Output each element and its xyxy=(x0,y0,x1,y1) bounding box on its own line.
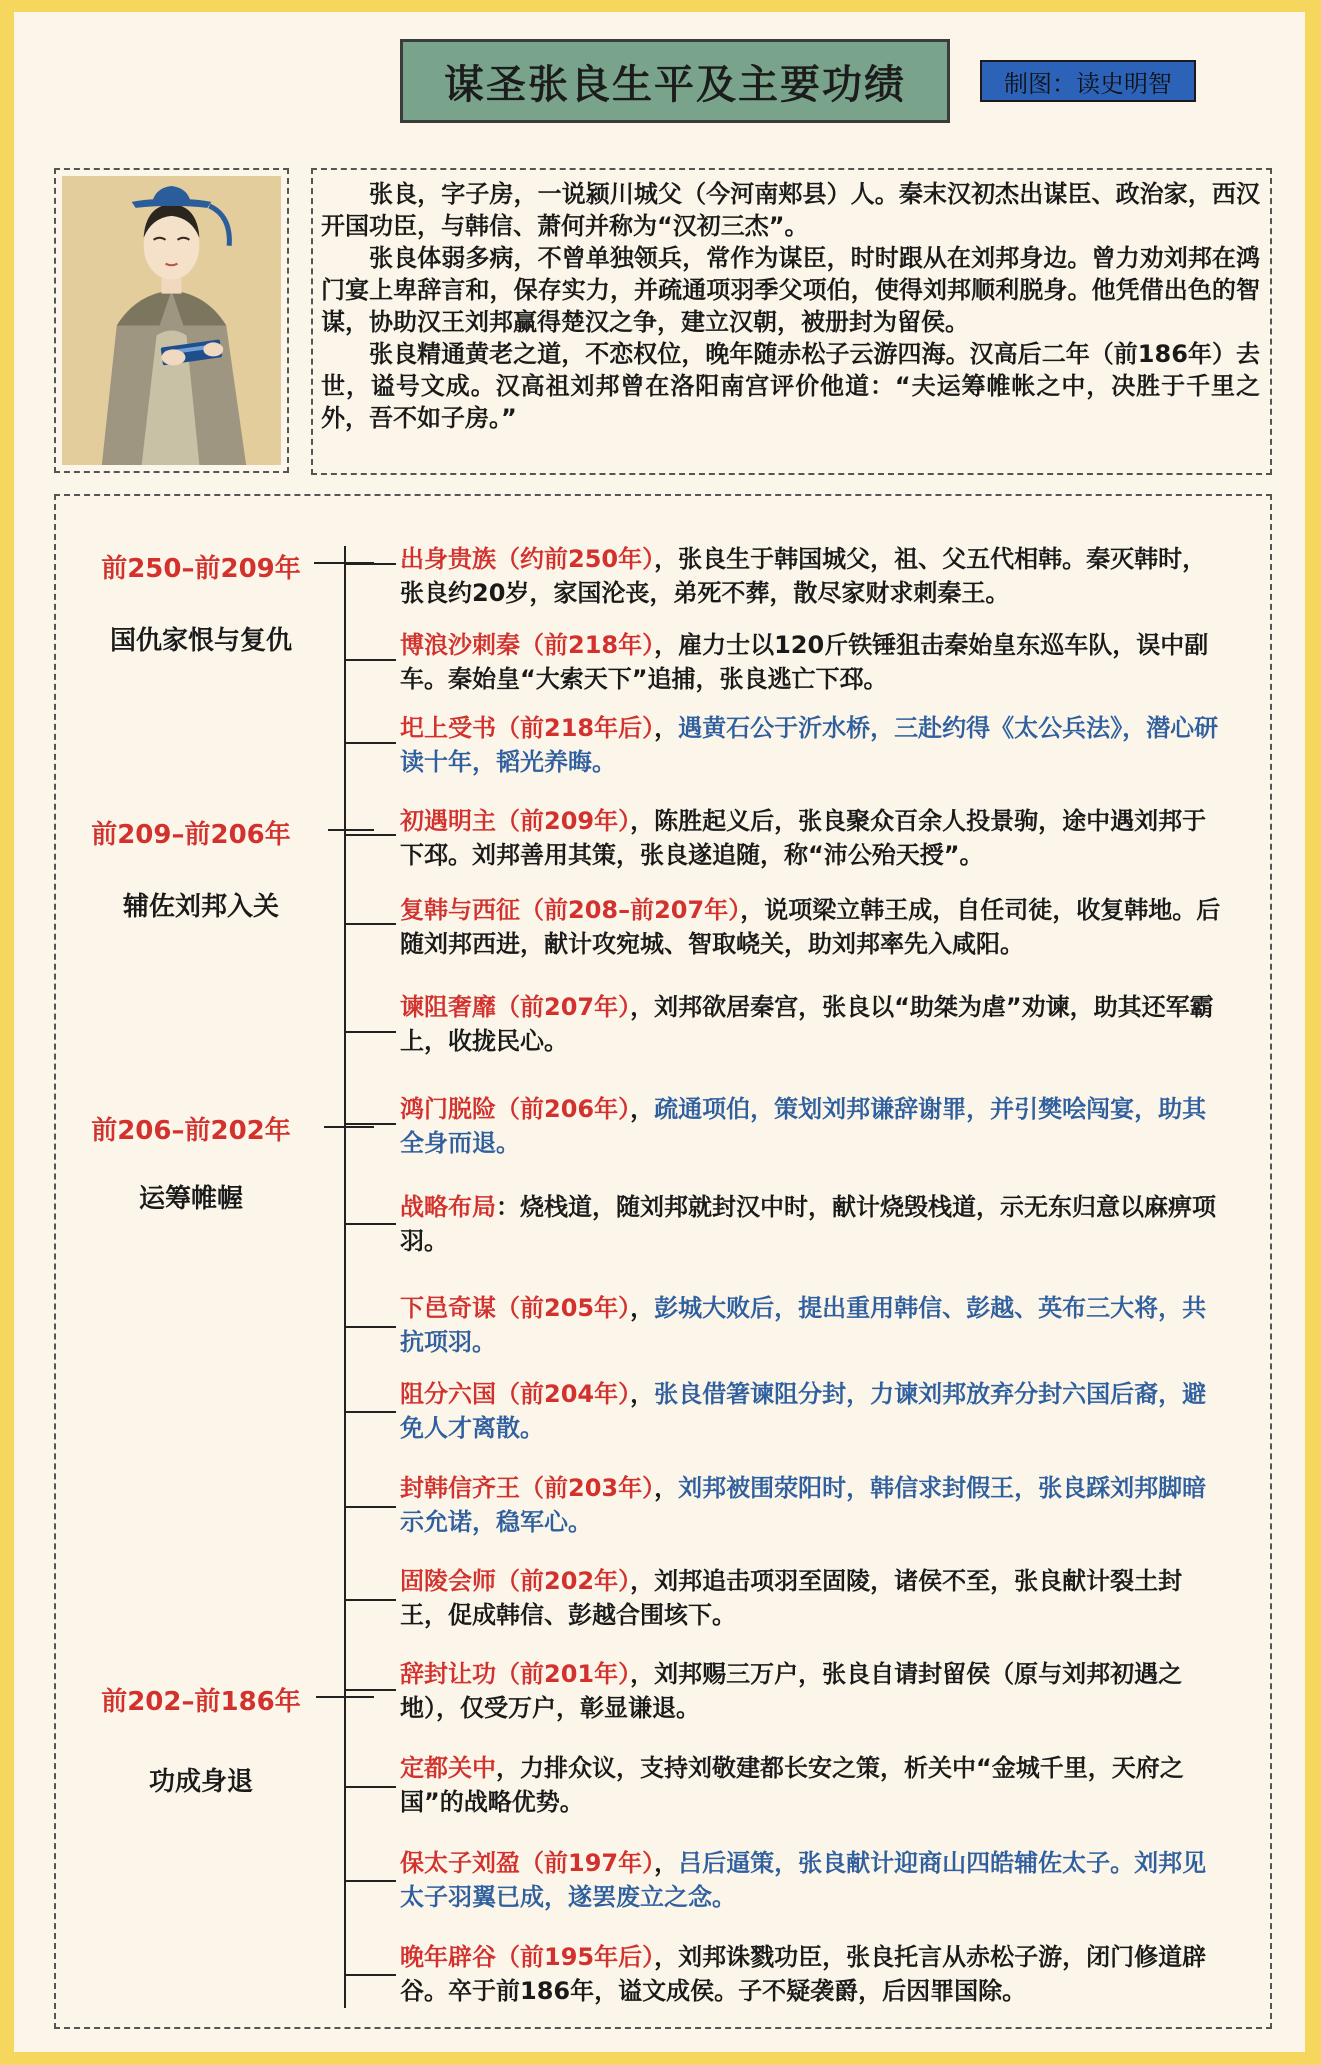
event-separator: ， xyxy=(630,1294,655,1322)
event-item xyxy=(400,804,1225,872)
event-connector xyxy=(344,923,396,925)
event-text: 吕后逼策，张良献计迎商山四皓辅佐太子。刘邦见太子羽翼已成，遂罢废立之念。 xyxy=(400,1849,1207,1911)
era-years: 前209–前206年 xyxy=(91,820,291,850)
event-text: 雇力士以120斤铁锤狙击秦始皇东巡车队，误中副车。秦始皇“大索天下”追捕，张良逃亡下邳。 xyxy=(400,631,1209,693)
event-separator: ， xyxy=(630,1660,655,1688)
event-item xyxy=(400,1564,1225,1632)
event-item xyxy=(400,1657,1225,1725)
event-title: 阻分六国（前204年） xyxy=(400,1380,631,1408)
event-text: 刘邦被围荥阳时，韩信求封假王，张良踩刘邦脚暗示允诺，稳军心。 xyxy=(400,1474,1207,1536)
era-years: 前202–前186年 xyxy=(101,1687,301,1717)
event-connector xyxy=(344,563,396,565)
event-separator: ， xyxy=(630,1095,655,1123)
event-title: 谏阻奢靡（前207年） xyxy=(400,993,631,1021)
event-text: 刘邦欲居秦宫，张良以“助桀为虐”劝谏，助其还军霸上，收拢民心。 xyxy=(400,993,1214,1055)
event-connector xyxy=(344,1974,396,1976)
event-separator: ， xyxy=(654,1943,679,1971)
intro-text-box xyxy=(311,168,1272,475)
credit-badge: 制图：读史明智 xyxy=(980,60,1196,102)
event-connector xyxy=(344,834,396,836)
portrait-frame xyxy=(54,168,289,473)
event-connector xyxy=(344,1031,396,1033)
event-text: 刘邦追击项羽至固陵，诸侯不至，张良献计裂土封王，促成韩信、彭越合围垓下。 xyxy=(400,1567,1183,1629)
event-title: 定都关中 xyxy=(400,1754,496,1782)
event-separator: ， xyxy=(654,1474,679,1502)
event-item xyxy=(400,893,1225,961)
event-separator: ： xyxy=(496,1193,520,1221)
event-text: 张良借箸谏阻分封，力谏刘邦放弃分封六国后裔，避免人才离散。 xyxy=(400,1380,1207,1442)
event-text: 刘邦诛戮功臣，张良托言从赤松子游，闭门修道辟谷。卒于前186年，谥文成侯。子不疑袭爵，后因罪国除。 xyxy=(400,1943,1207,2005)
event-text: 遇黄石公于沂水桥，三赴约得《太公兵法》，潜心研读十年，韬光养晦。 xyxy=(400,714,1219,776)
event-title: 出身贵族（约前250年） xyxy=(400,545,655,573)
event-text: 彭城大败后，提出重用韩信、彭越、英布三大将，共抗项羽。 xyxy=(400,1294,1207,1356)
event-item xyxy=(400,1940,1225,2008)
event-item xyxy=(400,1846,1225,1914)
event-separator: ， xyxy=(630,993,655,1021)
event-title: 封韩信齐王（前203年） xyxy=(400,1474,655,1502)
event-text: 说项梁立韩王成，自任司徒，收复韩地。后随刘邦西进，献计攻宛城、智取峣关，助刘邦率先入咸阳。 xyxy=(400,896,1221,958)
event-connector xyxy=(344,742,396,744)
event-connector xyxy=(344,1880,396,1882)
timeline-box xyxy=(54,494,1272,2029)
event-separator: ， xyxy=(654,545,679,573)
event-item xyxy=(400,1092,1225,1160)
event-item xyxy=(400,1291,1225,1359)
event-connector xyxy=(344,1599,396,1601)
era-theme: 国仇家恨与复仇 xyxy=(109,626,292,656)
event-title: 固陵会师（前202年） xyxy=(400,1567,631,1595)
event-item xyxy=(400,990,1225,1058)
event-title: 保太子刘盈（前197年） xyxy=(400,1849,655,1877)
event-text: 刘邦赐三万户，张良自请封留侯（原与刘邦初遇之地），仅受万户，彰显谦退。 xyxy=(400,1660,1183,1722)
era-theme: 功成身退 xyxy=(148,1767,253,1797)
era-connector xyxy=(324,1126,374,1128)
event-item xyxy=(400,711,1225,779)
event-title: 复韩与西征（前208–前207年） xyxy=(400,896,741,924)
era-theme: 运筹帷幄 xyxy=(138,1184,243,1214)
event-item xyxy=(400,1751,1225,1819)
event-separator: ， xyxy=(496,1754,520,1782)
era-connector xyxy=(328,829,374,831)
event-title: 下邑奇谋（前205年） xyxy=(400,1294,631,1322)
event-connector xyxy=(344,1786,396,1788)
event-text: 疏通项伯，策划刘邦谦辞谢罪，并引樊哙闯宴，助其全身而退。 xyxy=(400,1095,1207,1157)
era-theme: 辅佐刘邦入关 xyxy=(122,892,279,922)
event-text: 张良生于韩国城父，祖、父五代相韩。秦灭韩时，张良约20岁，家国沦丧，弟死不葬，散尽家财求刺秦王。 xyxy=(400,545,1207,607)
intro-paragraph: 张良体弱多病，不曾单独领兵，常作为谋臣，时时跟从在刘邦身边。曾力劝刘邦在鸿门宴上卑辞言和，保存实力，并疏通项羽季父项伯，使得刘邦顺利脱身。他凭借出色的智谋，协助汉王刘邦赢得楚汉之争，建立汉朝，被册封为留侯。 xyxy=(321,244,1260,336)
event-connector xyxy=(344,1689,396,1691)
event-item xyxy=(400,1377,1225,1445)
page xyxy=(14,12,1305,2052)
event-item xyxy=(400,628,1225,696)
event-connector xyxy=(344,1326,396,1328)
event-separator: ， xyxy=(630,1567,655,1595)
event-text: 力排众议，支持刘敬建都长安之策，析关中“金城千里，天府之国”的战略优势。 xyxy=(400,1754,1184,1816)
event-text: 陈胜起义后，张良聚众百余人投景驹，途中遇刘邦于下邳。刘邦善用其策，张良遂追随，称“沛公殆天授”。 xyxy=(400,807,1207,869)
timeline-spine xyxy=(344,546,346,2008)
intro-paragraph: 张良，字子房，一说颍川城父（今河南郏县）人。秦末汉初杰出谋臣、政治家，西汉开国功臣，与韩信、萧何并称为“汉初三杰”。 xyxy=(321,180,1260,240)
event-title: 辞封让功（前201年） xyxy=(400,1660,631,1688)
event-connector xyxy=(344,1223,396,1225)
event-title: 博浪沙刺秦（前218年） xyxy=(400,631,655,659)
event-connector xyxy=(344,1123,396,1125)
event-separator: ， xyxy=(630,1380,655,1408)
event-connector xyxy=(344,1411,396,1413)
event-title: 战略布局 xyxy=(400,1193,496,1221)
event-separator: ， xyxy=(630,807,655,835)
intro-paragraph: 张良精通黄老之道，不恋权位，晚年随赤松子云游四海。汉高后二年（前186年）去世，谥号文成。汉高祖刘邦曾在洛阳南宫评价他道：“夫运筹帷帐之中，决胜于千里之外，吾不如子房。” xyxy=(321,340,1260,432)
event-separator: ， xyxy=(654,631,679,659)
era-years: 前250–前209年 xyxy=(101,554,301,584)
event-item xyxy=(400,542,1225,610)
event-separator: ， xyxy=(654,1849,679,1877)
event-text: 烧栈道，随刘邦就封汉中时，献计烧毁栈道，示无东归意以麻痹项羽。 xyxy=(400,1193,1216,1255)
event-title: 圯上受书（前218年后） xyxy=(400,714,655,742)
portrait-icon xyxy=(62,176,281,465)
event-title: 鸿门脱险（前206年） xyxy=(400,1095,631,1123)
event-item xyxy=(400,1190,1225,1258)
event-separator: ， xyxy=(654,714,679,742)
event-item xyxy=(400,1471,1225,1539)
event-title: 初遇明主（前209年） xyxy=(400,807,631,835)
event-title: 晚年辟谷（前195年后） xyxy=(400,1943,655,1971)
event-connector xyxy=(344,1506,396,1508)
era-years: 前206–前202年 xyxy=(91,1116,291,1146)
page-title: 谋圣张良生平及主要功绩 xyxy=(400,39,950,123)
event-connector xyxy=(344,659,396,661)
event-separator: ， xyxy=(740,896,765,924)
